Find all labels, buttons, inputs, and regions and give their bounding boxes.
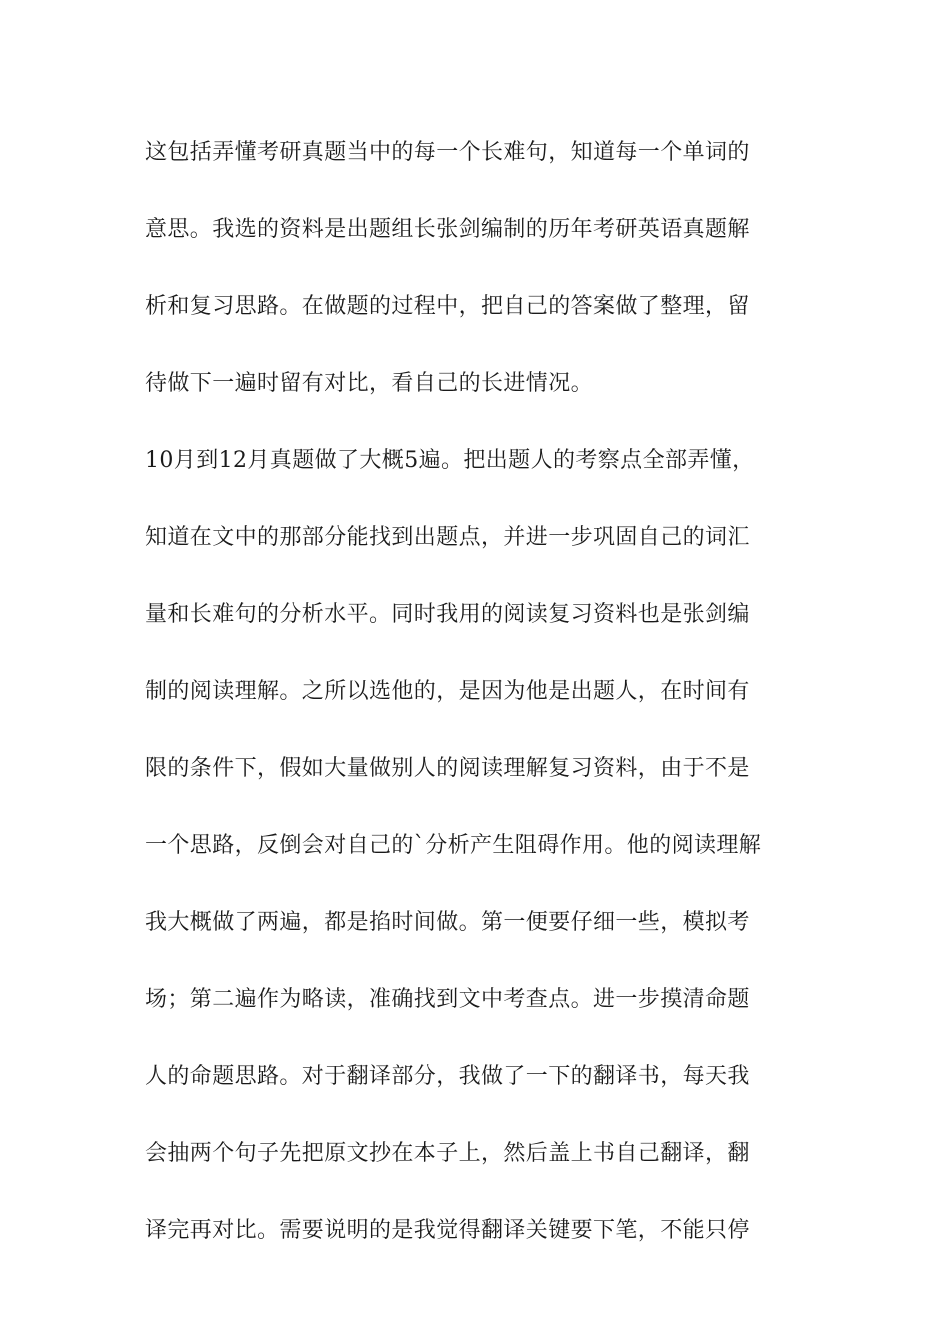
text-line: 待做下一遍时留有对比，看自己的长进情况。 [145, 371, 594, 396]
text-line: 译完再对比。需要说明的是我觉得翻译关键要下笔，不能只停 [145, 1218, 750, 1243]
text-line: 10月到12月真题做了大概5遍。把出题人的考察点全部弄懂， [145, 448, 755, 473]
text-line: 一个思路，反倒会对自己的`分析产生阻碍作用。他的阅读理解 [145, 833, 762, 858]
body-text [145, 125, 810, 1280]
text-line: 析和复习思路。在做题的过程中，把自己的答案做了整理，留 [145, 294, 750, 319]
text-line: 制的阅读理解。之所以选他的，是因为他是出题人，在时间有 [145, 679, 750, 704]
text-line: 限的条件下，假如大量做别人的阅读理解复习资料，由于不是 [145, 756, 750, 781]
text-line: 知道在文中的那部分能找到出题点，并进一步巩固自己的词汇 [145, 525, 750, 550]
text-line: 会抽两个句子先把原文抄在本子上，然后盖上书自己翻译，翻 [145, 1141, 750, 1166]
text-line: 意思。我选的资料是出题组长张剑编制的历年考研英语真题解 [145, 217, 750, 242]
text-line: 这包括弄懂考研真题当中的每一个长难句，知道每一个单词的 [145, 140, 750, 165]
text-line: 我大概做了两遍，都是掐时间做。第一便要仔细一些，模拟考 [145, 910, 750, 935]
text-line: 人的命题思路。对于翻译部分，我做了一下的翻译书，每天我 [145, 1064, 750, 1089]
text-line: 场；第二遍作为略读，准确找到文中考查点。进一步摸清命题 [145, 987, 750, 1012]
text-line: 量和长难句的分析水平。同时我用的阅读复习资料也是张剑编 [145, 602, 750, 627]
